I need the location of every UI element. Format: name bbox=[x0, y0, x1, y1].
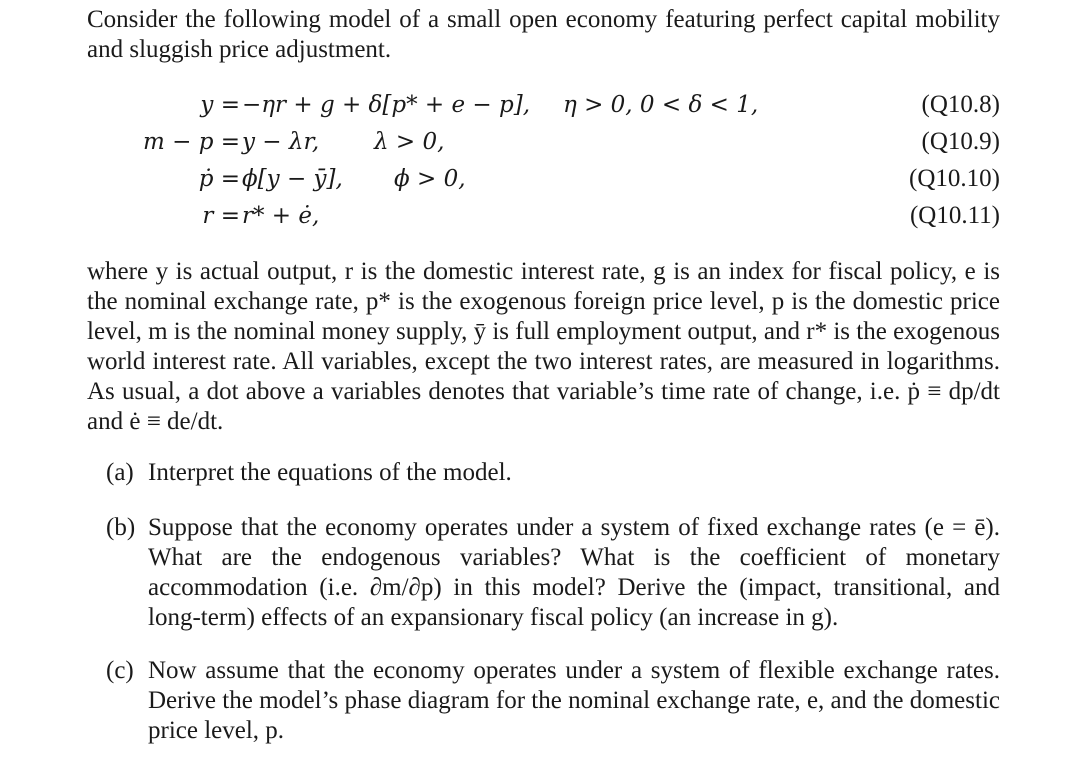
equation-q10-9 bbox=[0, 126, 1080, 158]
equation-condition: λ > 0, bbox=[374, 129, 445, 155]
question-text: Now assume that the economy operates under a system of flexible exchange rates. Derive the model’s phase diagram for the nominal exchange rate, e, and the domestic price level, p. bbox=[148, 657, 1000, 744]
equation-lhs: y = bbox=[200, 92, 240, 118]
equation-number: (Q10.10) bbox=[909, 165, 1000, 192]
equation-rhs: y − λr, bbox=[242, 129, 320, 155]
question-a bbox=[106, 458, 1000, 488]
question-c bbox=[106, 656, 1000, 746]
equation-q10-11 bbox=[0, 200, 1080, 232]
equation-lhs: m − p = bbox=[142, 129, 240, 155]
equation-number: (Q10.9) bbox=[921, 128, 1000, 155]
question-label: (c) bbox=[106, 657, 134, 684]
equation-rhs: −ηr + g + δ[p* + e − p], bbox=[242, 92, 531, 118]
question-text: Interpret the equations of the model. bbox=[148, 459, 512, 486]
question-text: Suppose that the economy operates under a system of fixed exchange rates (e = ē). What are the endogenous variables? What is the coefficient of monetary accommodation (i.e. ∂m/∂p) in this model? Derive the (impact, transitional, and long-term) effects of an expansionary fiscal policy (an increase in g). bbox=[148, 514, 1000, 631]
equation-q10-8 bbox=[0, 89, 1080, 121]
equation-condition: ϕ > 0, bbox=[394, 166, 466, 192]
equation-q10-10 bbox=[0, 163, 1080, 195]
question-label: (b) bbox=[106, 514, 136, 541]
equation-number: (Q10.11) bbox=[909, 202, 1000, 229]
equation-rhs: ϕ[y − ȳ], bbox=[242, 166, 343, 192]
question-b bbox=[106, 513, 1000, 633]
question-label: (a) bbox=[106, 459, 134, 486]
equation-number: (Q10.8) bbox=[921, 91, 1000, 118]
equation-lhs: ṗ = bbox=[198, 166, 240, 192]
equation-rhs: r* + ė, bbox=[242, 203, 320, 229]
definitions-paragraph: where y is actual output, r is the domestic interest rate, g is an index for fiscal policy, e is the nominal exchange rate, p* is the exogenous foreign price level, p is the domestic price level, m is the nominal money supply, ȳ is full employment output, and r* is the exogenous world interest rate. All variables, except the two interest rates, are measured in logarithms. As usual, a dot above a variables denotes that variable’s time rate of change, i.e. ṗ ≡ dp/dt and ė ≡ de/dt. bbox=[87, 258, 1000, 435]
equation-lhs: r = bbox=[202, 203, 240, 229]
intro-paragraph: Consider the following model of a small open economy featuring perfect capital mobility and sluggish price adjustment. bbox=[87, 6, 1000, 63]
equation-condition: η > 0, 0 < δ < 1, bbox=[563, 92, 759, 118]
